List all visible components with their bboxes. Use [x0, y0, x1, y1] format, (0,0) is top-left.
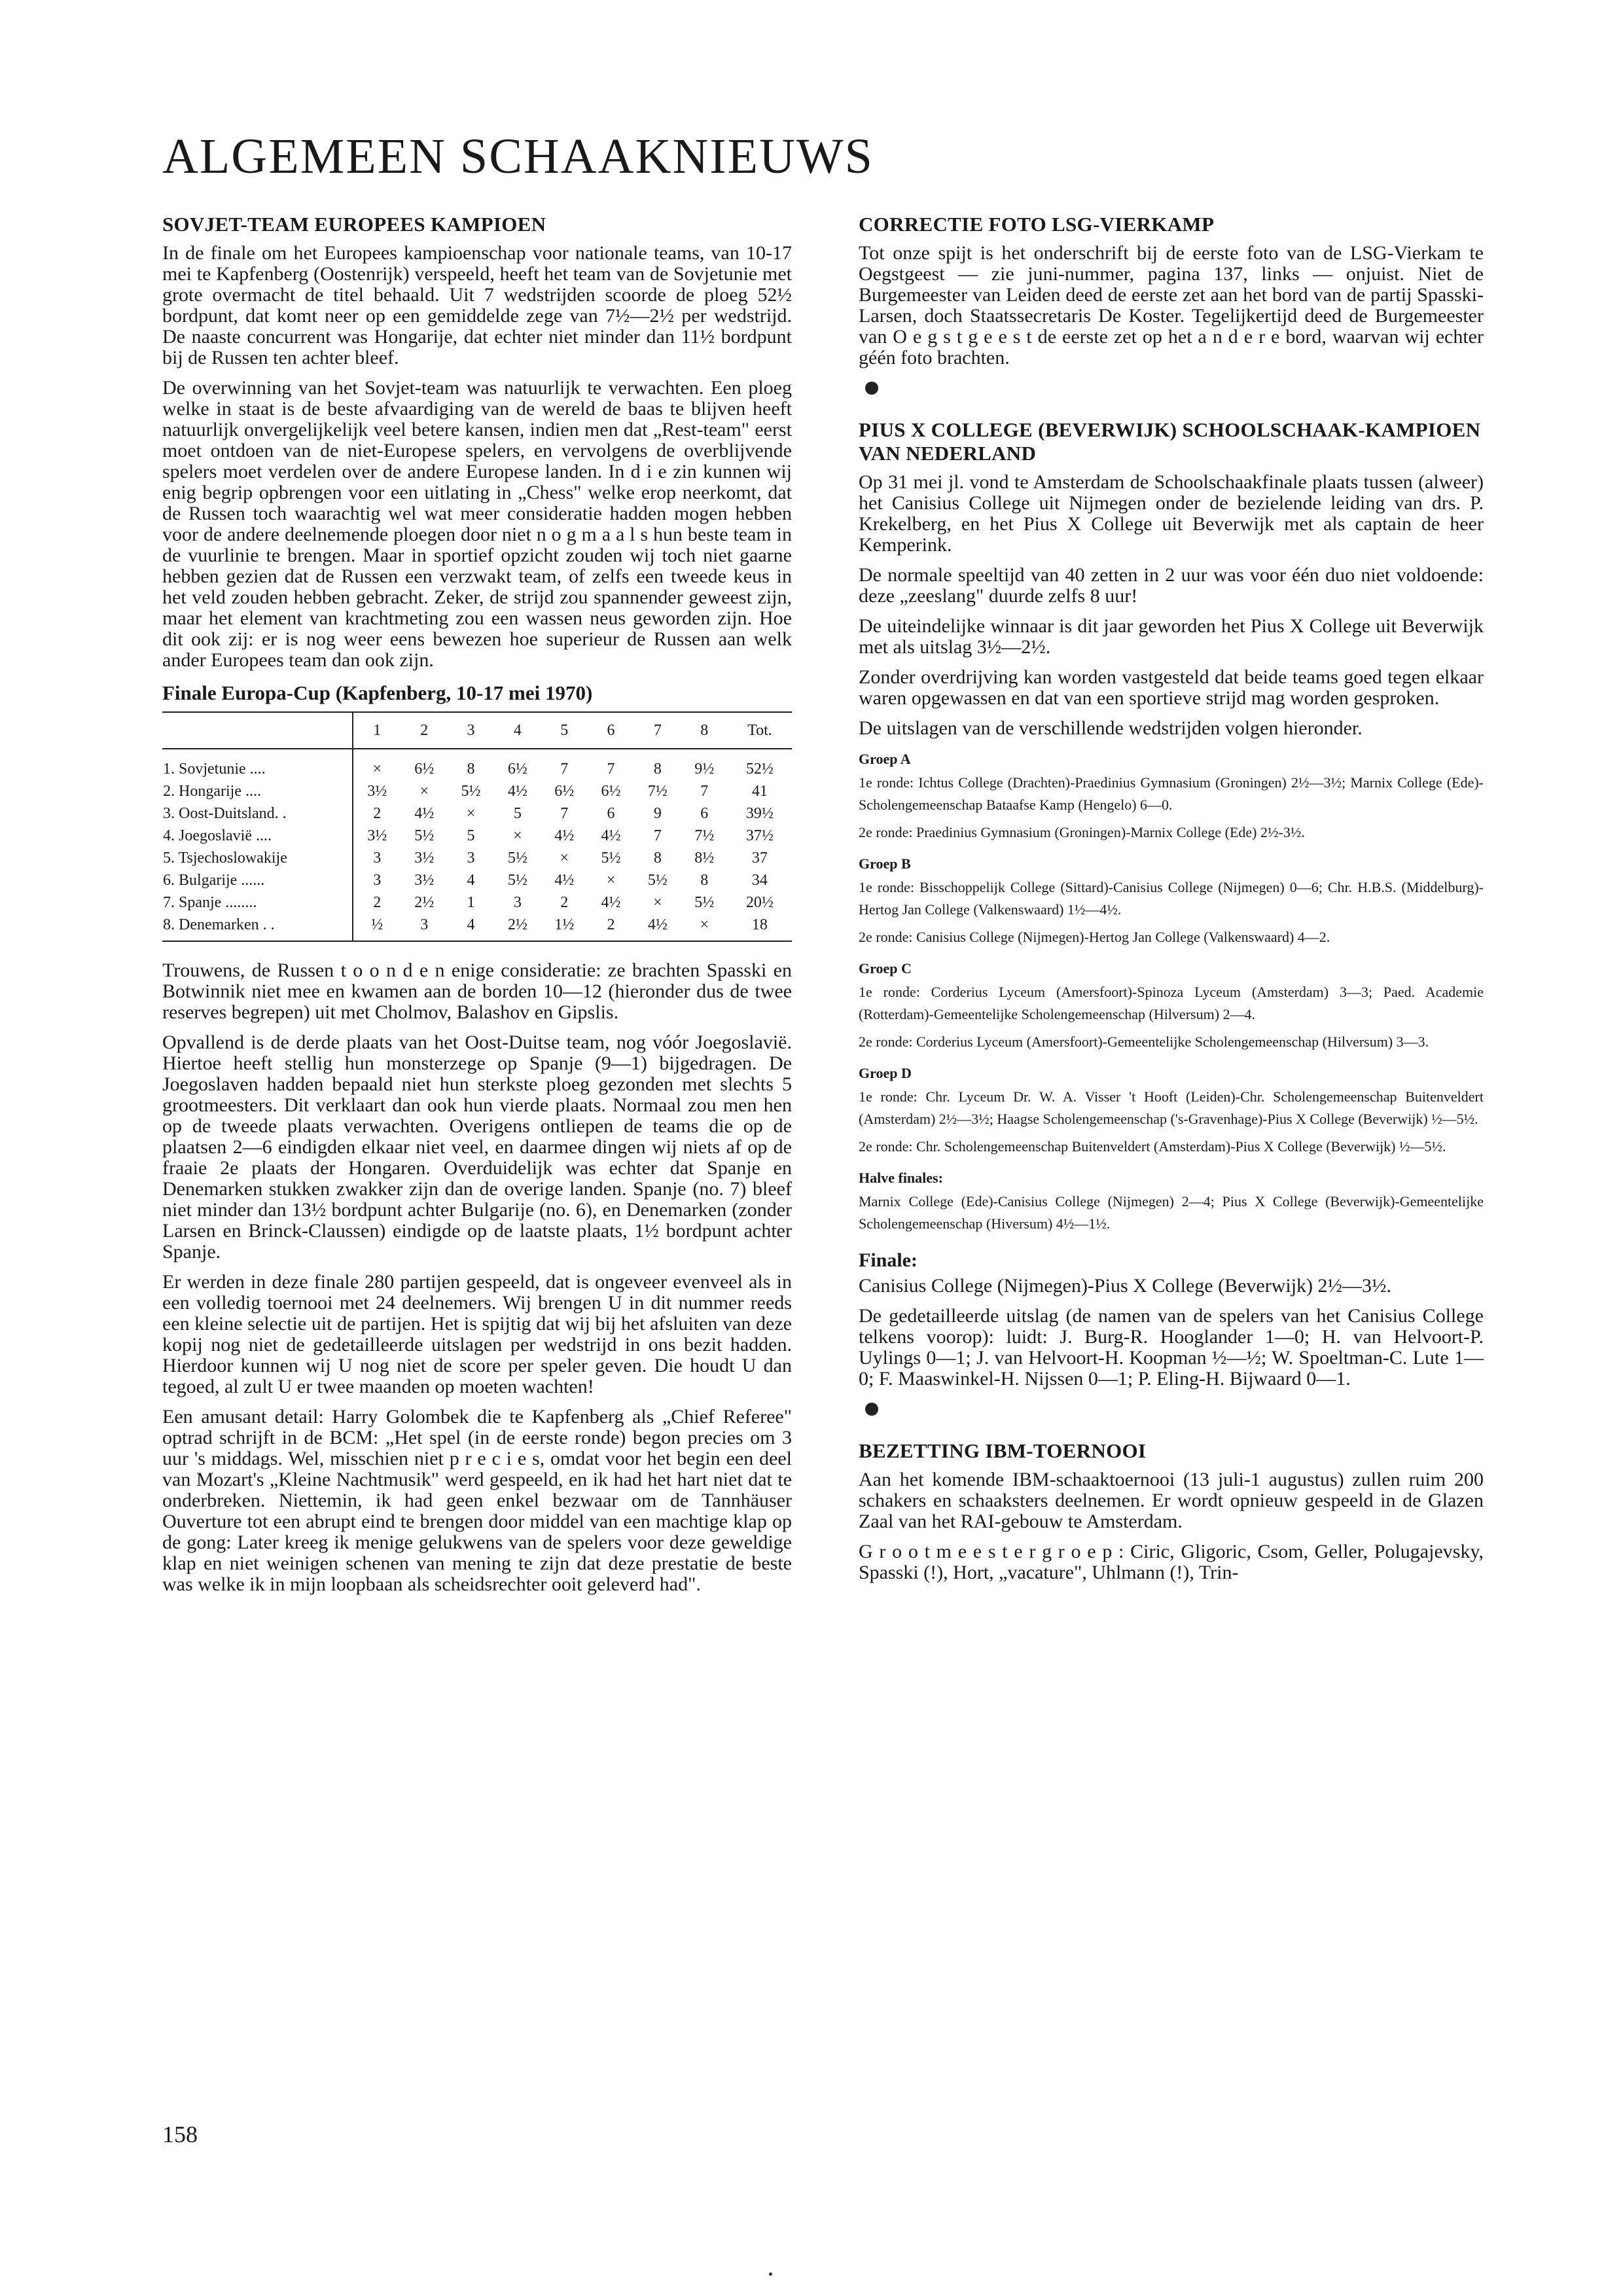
table-cell: 3 — [373, 849, 382, 867]
paragraph: Opvallend is de derde plaats van het Oost-Duitse team, nog vóór Joegoslavië. Hiertoe heeft stellig hun monsterzege op Spanje (9—1) bijgedragen. De Joegoslaven hadden bepaald niet hun sterkste ploeg gezonden met slechts 5 grootmeesters. Dit verklaart dan ook hun vierde plaats. Normaal zou men hen op de tweede plaats verwachten. Overigens ontliepen de teams die op de plaatsen 2—6 eindigden elkaar niet veel, en daarmee dingen wij niets af op de fraaie 2e plaats der Hongaren. Overduidelijk was echter dat Spanje en Denemarken stukken zwakker zijn dan de overige landen. Spanje (no. 7) bleef niet minder dan 13½ bordpunt achter Bulgarije (no. 6), en Denemarken (zonder Larsen en Brinck-Claussen) eindigde op de laatste plaats, 1½ bordpunt achter Spanje. — [162, 1031, 792, 1263]
table-cell: 5½ — [601, 849, 621, 867]
group-result: 2e ronde: Corderius Lyceum (Amersfoort)-Gemeentelijke Scholengemeenschap (Hilversum) 3—3. — [859, 1033, 1429, 1050]
table-cell: 4½ — [414, 804, 435, 822]
page-title: ALGEMEEN SCHAAKNIEUWS — [162, 129, 874, 184]
table-cell: 4½ — [554, 827, 575, 844]
paragraph: G r o o t m e e s t e r g r o e p : Ciric, Gligoric, Csom, Geller, Polugajevsky, Spasski (!), Hort, „vacature", Uhlmann (!), Trin- — [859, 1541, 1484, 1583]
table-cell: 1 — [467, 893, 475, 911]
paragraph: Op 31 mei jl. vond te Amsterdam de Schoolschaakfinale plaats tussen (alweer) het Canisius College uit Nijmegen onder de bezielende leiding van drs. P. Krekelberg, en het Pius X College uit Beverwijk met als captain de heer Kemperink. — [859, 471, 1484, 556]
table-cell: 5 — [513, 804, 522, 822]
finale-label: Finale: — [859, 1249, 918, 1271]
group-result: 1e ronde: Chr. Lyceum Dr. W. A. Visser 't Hooft (Leiden)-Chr. Scholengemeenschap Buitenveldert (Amsterdam) 2½—3½; Haagse Scholengemeenschap ('s-Gravenhage)-Pius X College (Beverwijk) ½—5½. — [859, 1088, 1484, 1127]
section-separator-bullet — [865, 382, 878, 395]
table-header: 4 — [494, 712, 541, 749]
print-speck — [769, 2272, 772, 2276]
article-heading-correctie: CORRECTIE FOTO LSG-VIERKAMP — [859, 213, 1215, 236]
table-cell-team: 7. Spanje ........ — [162, 891, 353, 914]
table-cell: 3 — [513, 893, 522, 911]
table-header: Tot. — [728, 712, 792, 749]
page-number: 158 — [162, 2121, 198, 2147]
table-header-blank — [162, 712, 353, 749]
table-cell: 20½ — [745, 893, 774, 911]
table-row — [162, 825, 792, 847]
table-cell: 6½ — [554, 782, 575, 800]
table-cell: 4 — [467, 871, 475, 889]
table-cell: 7 — [560, 804, 569, 822]
table-cell: 5½ — [647, 871, 668, 889]
table-header: 1 — [353, 712, 401, 749]
table-cell: 2 — [373, 804, 382, 822]
table-cell: 7 — [700, 782, 709, 800]
table-cell: 5½ — [414, 827, 435, 844]
group-result: 2e ronde: Chr. Scholengemeenschap Buitenveldert (Amsterdam)-Pius X College (Beverwijk) ½—5½. — [859, 1138, 1446, 1155]
table-cell: 4½ — [554, 871, 575, 889]
paragraph: In de finale om het Europees kampioenschap voor nationale teams, van 10-17 mei te Kapfenberg (Oostenrijk) verspeeld, heeft het team van de Sovjetunie met grote overmacht de titel behaald. Uit 7 wedstrijden scoorde de ploeg 52½ bordpunt, dat komt neer op een gemiddelde zege van 7½—2½ per wedstrijd. De naaste concurrent was Hongarije, dat echter niet minder dan 11½ bordpunt bij de Russen ten achter bleef. — [162, 242, 792, 368]
group-label: Groep B — [859, 855, 911, 872]
table-cell: 4½ — [507, 782, 527, 800]
table-cell: 2 — [373, 893, 382, 911]
table-cell: 6 — [607, 804, 615, 822]
table-cell: 5½ — [694, 893, 715, 911]
table-cell: 52½ — [745, 760, 774, 778]
table-cell: 3½ — [414, 849, 435, 867]
table-header: 2 — [401, 712, 448, 749]
table-cell-team: 6. Bulgarije ...... — [162, 869, 353, 891]
table-cell: 6½ — [414, 760, 435, 778]
table-cell: 4½ — [634, 914, 681, 941]
paragraph: Zonder overdrijving kan worden vastgesteld dat beide teams goed tegen elkaar waren opgewassen en dat van een sportieve strijd mag worden gesproken. — [859, 666, 1484, 709]
table-cell-team: 8. Denemarken . . — [162, 914, 353, 941]
table-header: 6 — [588, 712, 634, 749]
table-cell: ½ — [353, 914, 401, 941]
table-cell: 8 — [653, 849, 662, 867]
table-cell: 8½ — [694, 849, 715, 867]
table-cell: 3 — [401, 914, 448, 941]
table-row — [162, 869, 792, 891]
group-label: Groep D — [859, 1065, 912, 1081]
table-cell: 7½ — [647, 782, 668, 800]
table-cell: 2½ — [414, 893, 435, 911]
table-cell: 4½ — [601, 827, 621, 844]
group-result: 1e ronde: Bisschoppelijk College (Sittard)-Canisius College (Nijmegen) 0—6; Chr. H.B.S. (Middelburg)-Hertog Jan College (Valkenswaard) 1½—4½. — [859, 879, 1484, 918]
table-cell: 7 — [653, 827, 662, 844]
table-row — [162, 847, 792, 869]
table-cell: × — [513, 827, 522, 844]
paragraph: Canisius College (Nijmegen)-Pius X College (Beverwijk) 2½—3½. — [859, 1275, 1392, 1297]
table-cell: × — [560, 849, 569, 867]
table-cell: 37½ — [745, 827, 774, 844]
table-cell: 6½ — [601, 782, 621, 800]
table-cell: × — [466, 804, 476, 822]
article-heading-sovjet: SOVJET-TEAM EUROPEES KAMPIOEN — [162, 213, 546, 236]
table-cell: 7 — [607, 760, 615, 778]
table-cell: × — [681, 914, 728, 941]
table-row — [162, 802, 792, 825]
paragraph: De uiteindelijke winnaar is dit jaar geworden het Pius X College uit Beverwijk met als uitslag 3½—2½. — [859, 615, 1484, 658]
paragraph: De uitslagen van de verschillende wedstrijden volgen hieronder. — [859, 717, 1363, 739]
paragraph: Trouwens, de Russen t o o n d e n enige consideratie: ze brachten Spasski en Botwinnik niet mee en kwamen aan de borden 10—12 (hieronder dus de twee reserves begrepen) uit met Cholmov, Balashov en Gipslis. — [162, 960, 792, 1023]
group-result: 1e ronde: Ichtus College (Drachten)-Praedinius Gymnasium (Groningen) 2½—3½; Marnix College (Ede)-Scholengemeenschap Bataafse Kamp (Hengelo) 6—0. — [859, 774, 1484, 813]
table-cell: 37 — [751, 849, 768, 867]
table-cell: 18 — [728, 914, 792, 941]
table-cell: 6½ — [507, 760, 527, 778]
table-cell: 4 — [448, 914, 494, 941]
table-cell: 9½ — [694, 760, 715, 778]
table-cell: 5½ — [507, 849, 527, 867]
table-cell: 8 — [467, 760, 475, 778]
group-result: 2e ronde: Praedinius Gymnasium (Groningen)-Marnix College (Ede) 2½-3½. — [859, 824, 1305, 840]
table-cell: 5½ — [461, 782, 481, 800]
table-cell: 7½ — [694, 827, 715, 844]
group-result: 1e ronde: Corderius Lyceum (Amersfoort)-Spinoza Lyceum (Amsterdam) 3—3; Paed. Academie (Rotterdam)-Gemeentelijke Scholengemeenschap (Hilversum) 2—4. — [859, 984, 1484, 1022]
group-result: 2e ronde: Canisius College (Nijmegen)-Hertog Jan College (Valkenswaard) 4—2. — [859, 929, 1330, 945]
table-cell-team: 3. Oost-Duitsland. . — [162, 802, 353, 825]
table-header: 3 — [448, 712, 494, 749]
table-cell: × — [653, 893, 662, 911]
table-cell: 3 — [373, 871, 382, 889]
table-cell: 39½ — [745, 804, 774, 822]
table-row — [162, 780, 792, 802]
paragraph: Tot onze spijt is het onderschrift bij de eerste foto van de LSG-Vierkam te Oegstgeest — zie juni-nummer, pagina 137, links — onjuist. Niet de Burgemeester van Leiden deed de eerste zet aan het bord van de partij Spasski-Larsen, doch Staatssecretaris De Koster. Tegelijkertijd deed de Burgemeester van O e g s t g e e s t de eerste zet op het a n d e r e bord, waarvan wij echter géén foto brachten. — [859, 242, 1484, 368]
table-row — [162, 891, 792, 914]
table-cell: 3½ — [367, 782, 387, 800]
table-cell-team: 4. Joegoslavië .... — [162, 825, 353, 847]
table-cell: 2½ — [494, 914, 541, 941]
table-header: 8 — [681, 712, 728, 749]
table-cell: 8 — [700, 871, 709, 889]
paragraph: Aan het komende IBM-schaaktoernooi (13 juli-1 augustus) zullen ruim 200 schakers en schaaksters deelnemen. Er wordt opnieuw gespeeld in de Glazen Zaal van het RAI-gebouw te Amsterdam. — [859, 1469, 1484, 1532]
table-cell: 6 — [700, 804, 709, 822]
table-cell: 4½ — [601, 893, 621, 911]
table-header-row — [162, 712, 792, 749]
article-heading-ibm: BEZETTING IBM-TOERNOOI — [859, 1439, 1147, 1462]
table-cell: × — [372, 760, 382, 778]
paragraph: Er werden in deze finale 280 partijen gespeeld, dat is ongeveer evenveel als in een volledig toernooi met 24 deelnemers. Wij brengen U in dit nummer reeds een kleine selectie uit de partijen. Het is spijtig dat wij bij het afsluiten van deze kopij nog niet de gedetailleerde uitslagen per wedstrijd in ons bezit hadden. Hierdoor kunnen wij U nog niet de score per speler geven. Die houdt U dan tegoed, al zult U er twee maanden op moeten wachten! — [162, 1271, 792, 1397]
table-cell: 34 — [751, 871, 768, 889]
table-cell: 5 — [467, 827, 475, 844]
paragraph: Een amusant detail: Harry Golombek die te Kapfenberg als „Chief Referee" optrad schrijft in de BCM: „Het spel (in de eerste ronde) begon precies om 3 uur 's middags. Wel, misschien niet p r e c i e s, omdat voor het begin een deel van Mozart's „Kleine Nachtmusik" werd gespeeld, en ik had het hart niet dat te onderbreken. Niettemin, ik had geen enkel bezwaar om de Tannhäuser Ouverture tot een abrupt eind te brengen door middel van een machtige klap op de gong: Later kreeg ik menige gelukwens van de spelers voor deze geweldige klap en niet weinigen schenen van mening te zijn dat deze prestatie de beste was welke ik in mijn loopbaan als scheidsrechter ooit geleverd had". — [162, 1406, 792, 1595]
table-cell-team: 1. Sovjetunie .... — [162, 749, 353, 780]
left-column — [162, 213, 792, 1604]
table-header: 5 — [541, 712, 588, 749]
table-cell: 9 — [653, 804, 662, 822]
group-label: Halve finales: — [859, 1170, 943, 1186]
group-result: Marnix College (Ede)-Canisius College (Nijmegen) 2—4; Pius X College (Beverwijk)-Gemeentelijke Scholengemeenschap (Hiversum) 4½—1½. — [859, 1193, 1484, 1232]
table-row — [162, 749, 792, 780]
table-cell: 3½ — [367, 827, 387, 844]
table-cell: × — [606, 871, 616, 889]
group-label: Groep A — [859, 751, 911, 767]
table-cell: 5½ — [507, 871, 527, 889]
table-cell: 2 — [560, 893, 569, 911]
table-cell: 41 — [751, 782, 768, 800]
table-cell: 7 — [560, 760, 569, 778]
table-cell-team: 2. Hongarije .... — [162, 780, 353, 802]
table-cell: 8 — [653, 760, 662, 778]
section-separator-bullet — [865, 1403, 878, 1416]
paragraph: De normale speeltijd van 40 zetten in 2 uur was voor één duo niet voldoende: deze „zeeslang" duurde zelfs 8 uur! — [859, 564, 1484, 607]
article-heading-pius: PIUS X COLLEGE (BEVERWIJK) SCHOOLSCHAAK-KAMPIOEN VAN NEDERLAND — [859, 418, 1481, 465]
paragraph: De gedetailleerde uitslag (de namen van de spelers van het Canisius College telkens voorop): luidt: J. Burg-R. Hooglander 1—0; H. van Helvoort-P. Uylings 0—1; J. van Helvoort-H. Koopman ½—½; W. Spoeltman-C. Lute 1—0; F. Maaswinkel-H. Nijssen 0—1; P. Eling-H. Bijwaard 0—1. — [859, 1305, 1484, 1390]
table-row — [162, 914, 792, 941]
table-cell: 1½ — [541, 914, 588, 941]
paragraph: De overwinning van het Sovjet-team was natuurlijk te verwachten. Een ploeg welke in staat is de beste afvaardiging van de wereld de baas te blijven heeft natuurlijk onvergelijkelijk veel betere kansen, indien men dat „Rest-team" eerst moet ontdoen van de niet-Europese spelers, en vervolgens de overblijvende spelers moet verdelen over de andere Europese landen. In d i e zin kunnen wij enig begrip opbrengen voor een uitlating in „Chess" welke erop neerkomt, dat de Russen toch waarachtig wel wat meer consideratie hadden mogen hebben voor de andere deelnemende ploegen door niet n o g m a a l s hun beste team in de vuurlinie te brengen. Maar in sportief opzicht zouden wij toch niet gaarne hebben gezien dat de Russen een verzwakt team, of zelfs een tweede keus in het veld zouden hebben gebracht. Zeker, de strijd zou spannender geweest zijn, maar het element van krachtmeting zou een wassen neus geworden zijn. Hoe dit ook zij: er is nog weer eens bewezen hoe superieur de Russen aan welk ander Europees team dan ook zijn. — [162, 377, 792, 671]
table-cell: 2 — [588, 914, 634, 941]
results-table-title: Finale Europa-Cup (Kapfenberg, 10-17 mei 1970) — [162, 681, 593, 704]
table-cell-team: 5. Tsjechoslowakije — [162, 847, 353, 869]
table-header: 7 — [634, 712, 681, 749]
table-cell: 3 — [467, 849, 475, 867]
results-table — [162, 711, 792, 942]
table-cell: × — [419, 782, 429, 800]
group-label: Groep C — [859, 960, 912, 977]
table-cell: 3½ — [414, 871, 435, 889]
right-column — [859, 213, 1484, 1592]
